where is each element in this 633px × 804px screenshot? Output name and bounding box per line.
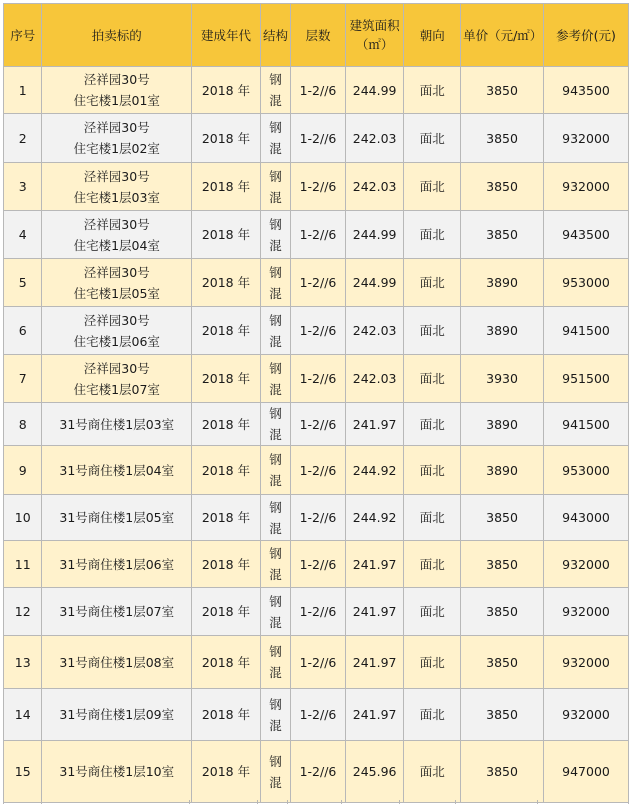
cell-price: 3850	[461, 495, 544, 541]
cell-year: 2018 年	[192, 636, 261, 689]
cell-lot: 31号商住楼1层07室	[42, 588, 192, 636]
header-year: 建成年代	[192, 4, 261, 67]
table-row	[4, 211, 629, 259]
cell-lot: 31号商住楼1层05室	[42, 495, 192, 541]
cell-direction: 面北	[404, 689, 461, 741]
cell-price: 3850	[461, 114, 544, 163]
cell-lot: 泾祥园30号 住宅楼1层04室	[42, 211, 192, 259]
cell-year: 2018 年	[192, 741, 261, 803]
cell-floors: 1-2//6	[291, 588, 346, 636]
cell-structure: 钢 混	[260, 689, 290, 741]
header-ref: 参考价(元)	[544, 4, 629, 67]
cell-structure: 钢 混	[260, 163, 290, 211]
cell-floors: 1-2//6	[291, 355, 346, 403]
cell-price: 3850	[461, 636, 544, 689]
cell-structure: 钢 混	[260, 741, 290, 803]
cell-area: 241.97	[345, 636, 404, 689]
cell-area: 242.03	[345, 163, 404, 211]
cell-year: 2018 年	[192, 163, 261, 211]
cell-ref: 941500	[544, 307, 629, 355]
cell-ref: 932000	[544, 163, 629, 211]
cell-year: 2018 年	[192, 114, 261, 163]
table-row	[4, 67, 629, 114]
cell-structure: 钢 混	[260, 67, 290, 114]
cell-area: 241.97	[345, 689, 404, 741]
cell-seq: 14	[4, 689, 42, 741]
cell-ref: 932000	[544, 541, 629, 588]
cell-direction: 面北	[404, 495, 461, 541]
cell-price: 3850	[461, 163, 544, 211]
cell-seq: 15	[4, 741, 42, 803]
cell-structure: 钢 混	[260, 307, 290, 355]
cell-floors: 1-2//6	[291, 259, 346, 307]
auction-table	[3, 3, 629, 803]
table-row	[4, 114, 629, 163]
cell-year: 2018 年	[192, 689, 261, 741]
cell-lot: 31号商住楼1层04室	[42, 446, 192, 495]
cell-lot: 泾祥园30号 住宅楼1层06室	[42, 307, 192, 355]
header-row	[4, 4, 629, 67]
table-row	[4, 741, 629, 803]
cell-ref: 953000	[544, 259, 629, 307]
cell-year: 2018 年	[192, 495, 261, 541]
cell-seq: 4	[4, 211, 42, 259]
cell-lot: 泾祥园30号 住宅楼1层07室	[42, 355, 192, 403]
cell-seq: 8	[4, 403, 42, 446]
cell-area: 244.99	[345, 259, 404, 307]
cell-seq: 10	[4, 495, 42, 541]
header-direction: 朝向	[404, 4, 461, 67]
cell-price: 3850	[461, 588, 544, 636]
header-lot: 拍卖标的	[42, 4, 192, 67]
table-row	[4, 163, 629, 211]
cell-lot: 31号商住楼1层03室	[42, 403, 192, 446]
cell-year: 2018 年	[192, 403, 261, 446]
cell-lot: 泾祥园30号 住宅楼1层05室	[42, 259, 192, 307]
cell-year: 2018 年	[192, 211, 261, 259]
cell-ref: 932000	[544, 636, 629, 689]
cell-seq: 6	[4, 307, 42, 355]
cell-seq: 2	[4, 114, 42, 163]
cell-floors: 1-2//6	[291, 446, 346, 495]
cell-price: 3890	[461, 446, 544, 495]
cell-area: 244.92	[345, 495, 404, 541]
table-row	[4, 259, 629, 307]
cell-floors: 1-2//6	[291, 541, 346, 588]
cell-structure: 钢 混	[260, 636, 290, 689]
header-structure: 结构	[260, 4, 290, 67]
cell-ref: 932000	[544, 588, 629, 636]
cell-structure: 钢 混	[260, 403, 290, 446]
cell-floors: 1-2//6	[291, 211, 346, 259]
table-row	[4, 636, 629, 689]
cell-lot: 31号商住楼1层09室	[42, 689, 192, 741]
cell-price: 3930	[461, 355, 544, 403]
table-body	[4, 67, 629, 803]
cell-ref: 943500	[544, 211, 629, 259]
cell-area: 244.99	[345, 67, 404, 114]
cell-lot: 泾祥园30号 住宅楼1层01室	[42, 67, 192, 114]
cell-direction: 面北	[404, 355, 461, 403]
cell-seq: 5	[4, 259, 42, 307]
cell-ref: 951500	[544, 355, 629, 403]
table-bottom-edge	[0, 800, 633, 804]
cell-structure: 钢 混	[260, 259, 290, 307]
cell-ref: 932000	[544, 689, 629, 741]
cell-floors: 1-2//6	[291, 114, 346, 163]
cell-floors: 1-2//6	[291, 741, 346, 803]
cell-price: 3890	[461, 403, 544, 446]
cell-seq: 9	[4, 446, 42, 495]
cell-structure: 钢 混	[260, 495, 290, 541]
header-seq: 序号	[4, 4, 42, 67]
cell-area: 241.97	[345, 403, 404, 446]
table-row	[4, 307, 629, 355]
cell-area: 245.96	[345, 741, 404, 803]
cell-structure: 钢 混	[260, 588, 290, 636]
cell-floors: 1-2//6	[291, 495, 346, 541]
cell-direction: 面北	[404, 259, 461, 307]
cell-ref: 943000	[544, 495, 629, 541]
table-row	[4, 495, 629, 541]
cell-seq: 7	[4, 355, 42, 403]
cell-year: 2018 年	[192, 446, 261, 495]
cell-lot: 泾祥园30号 住宅楼1层03室	[42, 163, 192, 211]
cell-floors: 1-2//6	[291, 403, 346, 446]
cell-seq: 11	[4, 541, 42, 588]
table-row	[4, 689, 629, 741]
cell-ref: 953000	[544, 446, 629, 495]
cell-structure: 钢 混	[260, 446, 290, 495]
cell-direction: 面北	[404, 211, 461, 259]
cell-area: 241.97	[345, 541, 404, 588]
cell-lot: 泾祥园30号 住宅楼1层02室	[42, 114, 192, 163]
cell-structure: 钢 混	[260, 355, 290, 403]
header-price: 单价（元/㎡）	[461, 4, 544, 67]
table-row	[4, 541, 629, 588]
cell-price: 3850	[461, 541, 544, 588]
cell-year: 2018 年	[192, 259, 261, 307]
cell-price: 3890	[461, 259, 544, 307]
cell-direction: 面北	[404, 163, 461, 211]
cell-structure: 钢 混	[260, 114, 290, 163]
cell-area: 242.03	[345, 355, 404, 403]
cell-direction: 面北	[404, 636, 461, 689]
cell-direction: 面北	[404, 67, 461, 114]
cell-direction: 面北	[404, 307, 461, 355]
cell-direction: 面北	[404, 403, 461, 446]
table-row	[4, 446, 629, 495]
cell-lot: 31号商住楼1层08室	[42, 636, 192, 689]
cell-direction: 面北	[404, 446, 461, 495]
cell-seq: 13	[4, 636, 42, 689]
cell-seq: 3	[4, 163, 42, 211]
cell-area: 241.97	[345, 588, 404, 636]
cell-year: 2018 年	[192, 588, 261, 636]
cell-seq: 12	[4, 588, 42, 636]
cell-price: 3850	[461, 741, 544, 803]
cell-floors: 1-2//6	[291, 307, 346, 355]
table-row	[4, 403, 629, 446]
cell-structure: 钢 混	[260, 211, 290, 259]
cell-lot: 31号商住楼1层10室	[42, 741, 192, 803]
cell-price: 3850	[461, 67, 544, 114]
cell-year: 2018 年	[192, 541, 261, 588]
table-row	[4, 355, 629, 403]
cell-area: 242.03	[345, 114, 404, 163]
cell-area: 242.03	[345, 307, 404, 355]
header-floors: 层数	[291, 4, 346, 67]
cell-direction: 面北	[404, 588, 461, 636]
cell-ref: 947000	[544, 741, 629, 803]
cell-year: 2018 年	[192, 67, 261, 114]
cell-floors: 1-2//6	[291, 163, 346, 211]
cell-floors: 1-2//6	[291, 689, 346, 741]
cell-floors: 1-2//6	[291, 636, 346, 689]
cell-ref: 943500	[544, 67, 629, 114]
cell-year: 2018 年	[192, 307, 261, 355]
cell-area: 244.99	[345, 211, 404, 259]
cell-direction: 面北	[404, 741, 461, 803]
cell-price: 3850	[461, 689, 544, 741]
cell-price: 3890	[461, 307, 544, 355]
cell-lot: 31号商住楼1层06室	[42, 541, 192, 588]
cell-floors: 1-2//6	[291, 67, 346, 114]
table-row	[4, 588, 629, 636]
cell-structure: 钢 混	[260, 541, 290, 588]
cell-direction: 面北	[404, 114, 461, 163]
cell-ref: 932000	[544, 114, 629, 163]
cell-price: 3850	[461, 211, 544, 259]
cell-ref: 941500	[544, 403, 629, 446]
cell-seq: 1	[4, 67, 42, 114]
cell-direction: 面北	[404, 541, 461, 588]
header-area: 建筑面积（㎡）	[345, 4, 404, 67]
cell-area: 244.92	[345, 446, 404, 495]
cell-year: 2018 年	[192, 355, 261, 403]
